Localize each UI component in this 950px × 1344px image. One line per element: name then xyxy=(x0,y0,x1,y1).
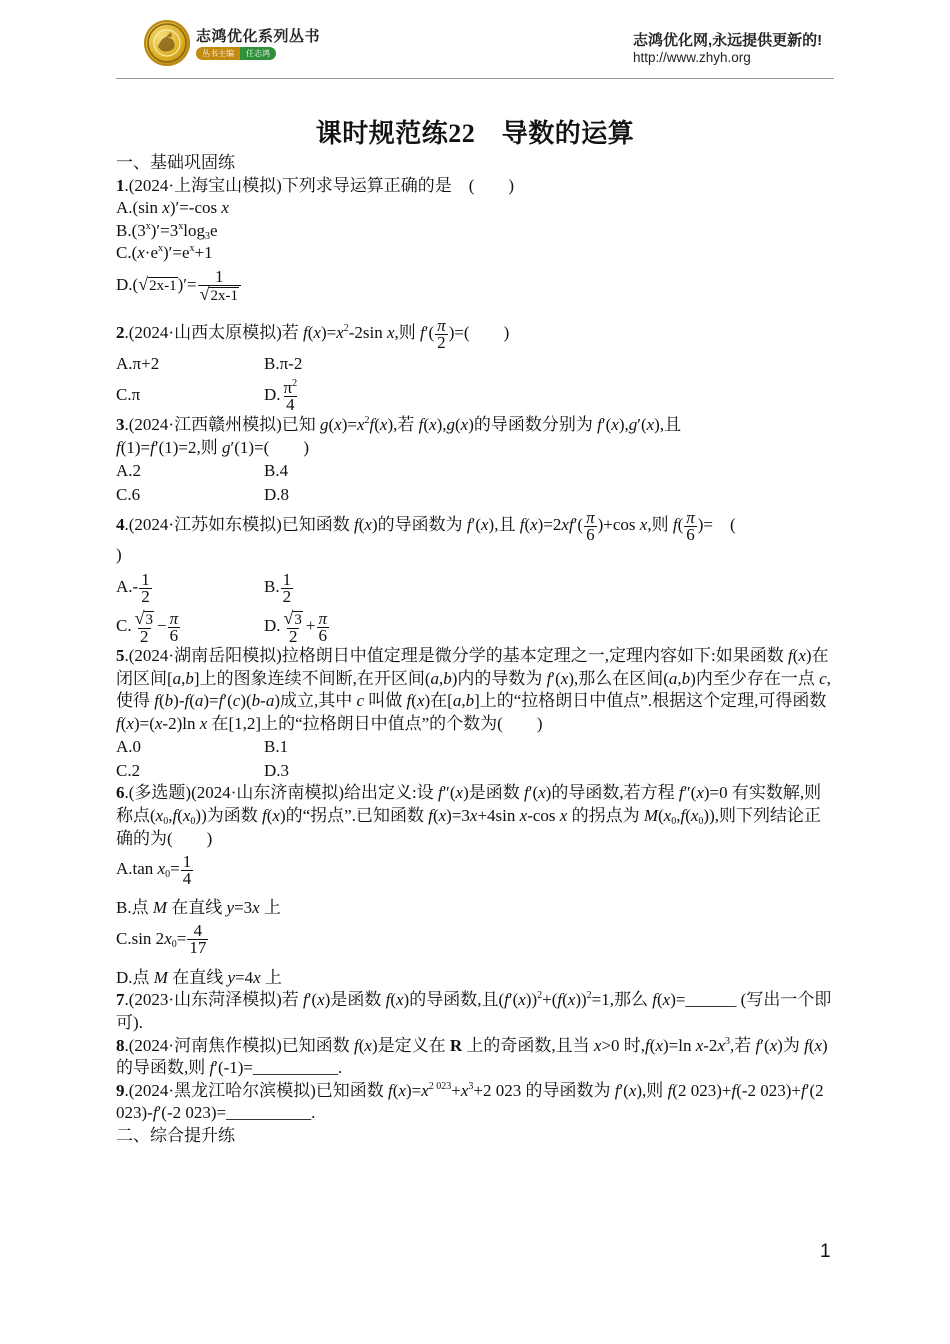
italic-symbol: x xyxy=(429,415,437,435)
italic-symbol: f xyxy=(209,1058,215,1078)
choice-option: A.0 xyxy=(116,737,142,757)
choice-row xyxy=(116,375,832,414)
italic-symbol: M xyxy=(643,805,658,825)
italic-symbol: x xyxy=(480,515,489,535)
text-line: ) xyxy=(116,545,122,565)
italic-symbol: f xyxy=(116,438,121,458)
text-line: B.点 M 在直线 y=3x 上 xyxy=(116,898,281,918)
text-line: 5.(2024·湖南岳阳模拟)拉格朗日中值定理是微分学的基本定理之一,定理内容如下:如果函数 f(x)在闭区间[a,b]上的图象连续不间断,在开区间(a,b)内的导数为 f′(x),那么在区间(a,b)内至少存在一点 c,使得 f(b)-f(a)=f′(c)(b-a)成立,其中 c 叫做 f(x)在[a,b]上的“拉格朗日中值点”.根据这个定理,可得函数 f(x)=(x-2)ln x 在[1,2]上的“拉格朗日中值点”的个数为( ) xyxy=(116,646,831,733)
fraction-numerator xyxy=(317,608,330,628)
italic-symbol: x xyxy=(356,415,365,435)
text-line: D.(√2x-1)′= $\frac{1}{√2x-1}$ xyxy=(116,265,832,305)
superscript: x xyxy=(189,243,195,255)
page-number: 1 xyxy=(820,1241,831,1262)
italic-symbol: g xyxy=(222,438,231,458)
italic-symbol: x xyxy=(162,198,170,218)
italic-symbol: x xyxy=(252,898,260,918)
text-line: D.点 M 在直线 y=4x 上 xyxy=(116,967,282,987)
italic-symbol: x xyxy=(182,805,191,825)
italic-symbol: x xyxy=(164,928,172,948)
italic-symbol: f xyxy=(218,691,224,711)
italic-symbol: g xyxy=(446,415,455,435)
fraction-denominator: 6 xyxy=(318,625,328,645)
italic-symbol: a xyxy=(452,691,462,711)
superscript: 2 xyxy=(343,322,349,334)
italic-symbol: x xyxy=(317,990,325,1010)
fraction xyxy=(684,510,697,543)
text-line: 二、综合提升练 xyxy=(116,1125,235,1145)
italic-symbol: x xyxy=(460,1080,469,1100)
italic-symbol: x xyxy=(438,805,447,825)
bold-text: 3 xyxy=(116,415,125,435)
italic-symbol: f xyxy=(667,1080,673,1100)
italic-symbol: x xyxy=(560,668,569,688)
italic-symbol: b xyxy=(251,691,261,711)
text-line: $C.(x\cdot e^x)'=e^x+1$ xyxy=(116,243,213,263)
fraction-denominator: 2 xyxy=(282,586,292,606)
fraction-denominator xyxy=(198,285,241,304)
bold-text: 8 xyxy=(116,1035,125,1055)
italic-symbol: x xyxy=(455,783,464,803)
exercise-body xyxy=(116,152,832,1147)
italic-symbol: f xyxy=(353,515,359,535)
italic-symbol: x xyxy=(690,805,699,825)
choice-option: A.π+2 xyxy=(116,353,160,373)
choice-option: B.1 xyxy=(264,737,289,757)
fraction-denominator: 4 xyxy=(286,395,295,415)
superscript: 2 xyxy=(537,990,543,1002)
italic-symbol: f xyxy=(804,1035,809,1055)
superscript: 2 023 xyxy=(428,1080,452,1092)
italic-symbol: M xyxy=(152,898,168,918)
text-line: 4.(2024·江苏如东模拟)已知函数 f(x)的导函数为 f′(x),且 f(x)=2xf′( $\frac{\pi}{6}$ )+cos x,则 f( $\frac{\pi}{6}$ )= ( xyxy=(116,508,736,545)
fraction-numerator: $\pi^2$ xyxy=(283,378,298,398)
italic-symbol: f xyxy=(519,515,525,535)
fraction-numerator xyxy=(168,608,181,628)
italic-symbol: x xyxy=(561,515,569,535)
subscript: 3 xyxy=(204,230,210,242)
italic-symbol: x xyxy=(272,805,280,825)
fraction-numerator xyxy=(684,510,697,526)
fraction xyxy=(584,510,597,543)
text-line: 3.(2024·江西赣州模拟)已知 $g(x)=x^2f(x)$,若 f(x),g(x)的导函数分别为 f′(x),g′(x),且 xyxy=(116,415,682,435)
italic-symbol: x xyxy=(126,713,134,733)
italic-symbol: x xyxy=(155,805,164,825)
choice-option: C.2 xyxy=(116,760,141,780)
italic-symbol: x xyxy=(518,990,526,1010)
fraction-numerator xyxy=(584,510,597,526)
choice-row xyxy=(116,460,832,483)
bold-text: 4 xyxy=(116,515,125,535)
italic-symbol: a xyxy=(430,668,439,688)
fraction xyxy=(187,923,208,956)
choice-option: C.6 xyxy=(116,484,141,504)
editor-role-badge: 丛书主编 xyxy=(196,47,240,60)
italic-symbol: x xyxy=(336,322,344,342)
italic-symbol: x xyxy=(416,691,425,711)
italic-symbol: f xyxy=(152,1103,158,1123)
choice-option: A.2 xyxy=(116,461,142,481)
fraction-denominator: 6 xyxy=(686,525,695,545)
italic-symbol: f xyxy=(406,691,412,711)
italic-symbol: M xyxy=(153,967,168,987)
fraction-numerator: 1 xyxy=(182,851,192,871)
radicand: 3 xyxy=(294,611,302,628)
choice-option: D.8 xyxy=(264,484,290,504)
editor-name-badge: 任志鸿 xyxy=(240,47,276,60)
choice-option: B.4 xyxy=(264,461,289,481)
subscript: 0 xyxy=(698,815,704,827)
italic-symbol: f xyxy=(680,805,686,825)
italic-symbol: x xyxy=(769,1035,778,1055)
italic-symbol: π xyxy=(169,608,179,628)
italic-symbol: f xyxy=(614,1080,620,1100)
italic-symbol: a xyxy=(265,691,275,711)
choice-option: D.3 xyxy=(264,760,290,780)
italic-symbol: f xyxy=(652,990,657,1010)
italic-symbol: x xyxy=(655,1035,663,1055)
fraction-numerator: 1 xyxy=(215,266,224,286)
italic-symbol: f xyxy=(385,990,391,1010)
choice-row xyxy=(116,352,832,375)
italic-symbol: g xyxy=(628,415,638,435)
italic-symbol: x xyxy=(695,1035,704,1055)
fraction xyxy=(198,266,241,304)
fraction-numerator: 1 xyxy=(282,569,292,589)
text-line: 8.(2024·河南焦作模拟)已知函数 f(x)是定义在 R 上的奇函数,且当 x>0 时,f(x)=ln $x-2x^3$,若 f′(x)为 f(x)的导函数,则 f′(-1)=__________. xyxy=(116,1035,828,1078)
italic-symbol: x xyxy=(662,990,671,1010)
text-line: C.sin $2x_0=$ $\frac{4}{17}$ xyxy=(116,921,207,958)
italic-symbol: π xyxy=(586,508,595,528)
bold-text: 5 xyxy=(116,646,125,666)
header-divider xyxy=(116,78,834,79)
subscript: 0 xyxy=(190,815,196,827)
radical-sign: √ xyxy=(283,607,294,628)
bold-text: 7 xyxy=(116,990,125,1010)
italic-symbol: x xyxy=(559,805,568,825)
superscript: x xyxy=(178,220,184,232)
fraction xyxy=(139,569,152,606)
text-line: $B.(3^x)'=3^x\log_3e$ xyxy=(116,220,218,242)
italic-symbol: x xyxy=(538,783,546,803)
site-url: http://www.zhyh.org xyxy=(633,50,751,65)
superscript: 2 xyxy=(364,415,370,427)
italic-symbol: x xyxy=(530,515,538,535)
italic-symbol: x xyxy=(798,646,806,666)
italic-symbol: π xyxy=(318,608,328,628)
choice-option: C. $\frac{√3}{2}$ − $\frac{\pi}{6}$ xyxy=(116,607,179,646)
radical-expression xyxy=(283,607,303,628)
italic-symbol: x xyxy=(814,1035,823,1055)
italic-symbol: b xyxy=(681,668,691,688)
fraction xyxy=(317,608,330,645)
italic-symbol: x xyxy=(593,1035,602,1055)
radicand: 3 xyxy=(145,611,153,628)
italic-symbol: x xyxy=(386,322,395,342)
choice-row xyxy=(116,759,832,782)
italic-symbol: c xyxy=(819,668,827,688)
italic-symbol: x xyxy=(460,415,469,435)
italic-symbol: f xyxy=(150,438,155,458)
fraction xyxy=(435,315,448,352)
radical-expression xyxy=(138,265,177,305)
italic-symbol: f xyxy=(504,990,509,1010)
italic-symbol: f xyxy=(438,783,443,803)
italic-symbol: f xyxy=(428,805,433,825)
fraction xyxy=(282,380,300,413)
bold-text: 9 xyxy=(116,1080,125,1100)
bold-text: R xyxy=(449,1035,463,1055)
italic-symbol: x xyxy=(717,1035,725,1055)
italic-symbol: b xyxy=(443,668,452,688)
italic-symbol: x xyxy=(364,1035,372,1055)
fraction-denominator: 4 xyxy=(182,868,192,888)
text-line: 9.(2024·黑龙江哈尔滨模拟)已知函数 $f(x)=x^{2 023}+x^3+2$ 023 的导函数为 f′(x),则 f(2 023)+f(-2 023)+f′(2 023)-f′(-2 023)=__________. xyxy=(116,1080,824,1123)
italic-symbol: c xyxy=(232,691,241,711)
italic-symbol: x xyxy=(334,415,342,435)
italic-symbol: g xyxy=(319,415,329,435)
italic-symbol: x xyxy=(313,322,321,342)
italic-symbol: f xyxy=(557,990,563,1010)
text-line: A.(sin x)′=-cos x xyxy=(116,198,229,218)
italic-symbol: π xyxy=(437,315,446,335)
seal-emblem-icon xyxy=(144,20,190,66)
choice-row xyxy=(116,606,832,645)
choice-row xyxy=(116,483,832,506)
fraction xyxy=(181,851,194,888)
italic-symbol: f xyxy=(755,1035,761,1055)
bold-text: 1 xyxy=(116,175,125,195)
italic-symbol: f xyxy=(678,783,684,803)
fraction-denominator: 2 xyxy=(140,626,149,646)
italic-symbol: b xyxy=(465,691,475,711)
fraction xyxy=(168,608,181,645)
text-line: 7.(2023·山东菏泽模拟)若 f′(x)是函数 f(x)的导函数,且$(f'(x))^2+(f(x))^2=1$,那么 f(x)=______ (写出一个即可). xyxy=(116,990,832,1032)
superscript: 2 xyxy=(292,378,298,390)
italic-symbol: x xyxy=(628,1080,637,1100)
superscript: 2 xyxy=(586,990,592,1002)
choice-option: B.π-2 xyxy=(264,353,303,373)
text-line: 6.(多选题)(2024·山东济南模拟)给出定义:设 f″(x)是函数 f′(x)的导函数,若方程 f″(x)=0 有实数解,则称点$(x_0,f(x_0))$为函数 f(x)的“拐点”.已知函数 f(x)=3x+4sin x-cos x 的拐点为 $M(x_0,f(x_0))$,则下列结论正确的为( ) xyxy=(116,783,822,848)
series-editor-badge xyxy=(196,47,276,60)
italic-symbol: f xyxy=(116,713,121,733)
radical-expression xyxy=(199,283,239,304)
italic-symbol: a xyxy=(668,668,678,688)
italic-symbol: x xyxy=(137,243,145,263)
italic-symbol: f xyxy=(597,415,602,435)
fraction-numerator xyxy=(133,607,156,628)
italic-symbol: x xyxy=(519,805,528,825)
italic-symbol: a xyxy=(194,691,204,711)
italic-symbol: π xyxy=(686,508,695,528)
italic-symbol: x xyxy=(154,713,163,733)
italic-symbol: x xyxy=(611,415,619,435)
subscript: 0 xyxy=(163,815,169,827)
italic-symbol: b xyxy=(185,668,194,688)
italic-symbol: x xyxy=(639,515,648,535)
subscript: 0 xyxy=(671,815,677,827)
fraction-denominator: 6 xyxy=(169,625,179,645)
superscript: x xyxy=(158,243,164,255)
text-line: 1.(2024·上海宝山模拟)下列求导运算正确的是 ( ) xyxy=(116,175,515,195)
italic-symbol: x xyxy=(157,859,166,879)
bold-text: 2 xyxy=(116,322,125,342)
italic-symbol: a xyxy=(172,668,182,688)
superscript: 3 xyxy=(724,1035,730,1047)
subscript: 0 xyxy=(171,938,177,950)
bold-text: 6 xyxy=(116,783,125,803)
italic-symbol: f xyxy=(787,646,793,666)
fraction-denominator: 17 xyxy=(189,938,207,958)
fraction-numerator: 4 xyxy=(193,921,203,941)
radical-sign: √ xyxy=(138,273,149,294)
italic-symbol: x xyxy=(421,1080,429,1100)
italic-symbol: y xyxy=(227,967,235,987)
italic-symbol: x xyxy=(221,198,229,218)
italic-symbol: f xyxy=(418,415,424,435)
italic-symbol: b xyxy=(164,691,174,711)
fraction-numerator xyxy=(435,315,448,335)
fraction xyxy=(281,569,294,606)
italic-symbol: x xyxy=(663,805,672,825)
italic-symbol: x xyxy=(696,783,704,803)
italic-symbol: f xyxy=(184,691,190,711)
fraction-numerator xyxy=(282,607,305,628)
italic-symbol: f xyxy=(420,322,425,342)
italic-symbol: f xyxy=(369,415,375,435)
radical-sign: √ xyxy=(134,607,145,628)
subscript: 0 xyxy=(165,869,171,881)
italic-symbol: f xyxy=(262,805,267,825)
italic-symbol: x xyxy=(364,515,372,535)
fraction-denominator: 2 xyxy=(288,626,298,646)
italic-symbol: x xyxy=(646,415,655,435)
radical-expression xyxy=(134,607,154,628)
italic-symbol: f xyxy=(172,805,178,825)
series-title: 志鸿优化系列丛书 xyxy=(196,28,321,45)
text-line: A.tan $x_0=$ $\frac{1}{4}$ xyxy=(116,851,192,888)
italic-symbol: f xyxy=(466,515,472,535)
choice-option: D. $\frac{√3}{2}$ + $\frac{\pi}{6}$ xyxy=(264,607,328,646)
italic-symbol: f xyxy=(546,668,552,688)
italic-symbol: x xyxy=(567,990,576,1010)
text-line: f(1)=f′(1)=2,则 g′(1)=( ) xyxy=(116,438,309,458)
radicand: 2x-1 xyxy=(210,287,238,304)
fraction xyxy=(133,607,156,646)
italic-symbol: x xyxy=(379,415,388,435)
fraction-denominator: 2 xyxy=(141,586,150,606)
document-title: 课时规范练22 导数的运算 xyxy=(315,119,635,148)
fraction-numerator: 1 xyxy=(141,569,150,589)
radical-sign: √ xyxy=(199,283,210,304)
choice-option: A.- $\frac{1}{2}$ xyxy=(116,569,150,606)
text-line: 一、基础巩固练 xyxy=(116,153,235,172)
italic-symbol: f xyxy=(154,691,159,711)
italic-symbol: f xyxy=(302,322,308,342)
italic-symbol: f xyxy=(731,1080,737,1100)
radicand: 2x-1 xyxy=(149,277,177,294)
site-slogan: 志鸿优化网,永远提供更新的! xyxy=(633,32,823,49)
italic-symbol: f xyxy=(568,515,574,535)
italic-symbol: x xyxy=(395,990,404,1010)
italic-symbol: f xyxy=(645,1035,650,1055)
italic-symbol: f xyxy=(302,990,308,1010)
italic-symbol: f xyxy=(523,783,529,803)
fraction-denominator: 2 xyxy=(437,332,446,352)
superscript: x xyxy=(145,220,151,232)
choice-option: C.π xyxy=(116,385,141,405)
italic-symbol: y xyxy=(226,898,235,918)
italic-symbol: x xyxy=(199,713,208,733)
choice-option: D. $\frac{\pi^2}{4}$ xyxy=(264,378,298,415)
fraction xyxy=(282,607,305,646)
text-line: 2.(2024·山西太原模拟)若 $f(x)=x^2-2\sin$ x,则 f′( $\frac{\pi}{2}$ )=( ) xyxy=(116,315,510,352)
italic-symbol: f xyxy=(672,515,678,535)
fraction-denominator: 6 xyxy=(586,525,595,545)
italic-symbol: f xyxy=(387,1080,393,1100)
italic-symbol: x xyxy=(398,1080,406,1100)
italic-symbol: x xyxy=(253,967,261,987)
choice-row xyxy=(116,567,832,606)
superscript: 3 xyxy=(468,1080,474,1092)
page-header xyxy=(0,0,950,80)
italic-symbol: c xyxy=(356,691,365,711)
choice-row xyxy=(116,736,832,759)
italic-symbol: f xyxy=(353,1035,359,1055)
choice-option: B. $\frac{1}{2}$ xyxy=(264,569,292,606)
italic-symbol: f xyxy=(801,1080,806,1100)
italic-symbol: x xyxy=(469,805,478,825)
